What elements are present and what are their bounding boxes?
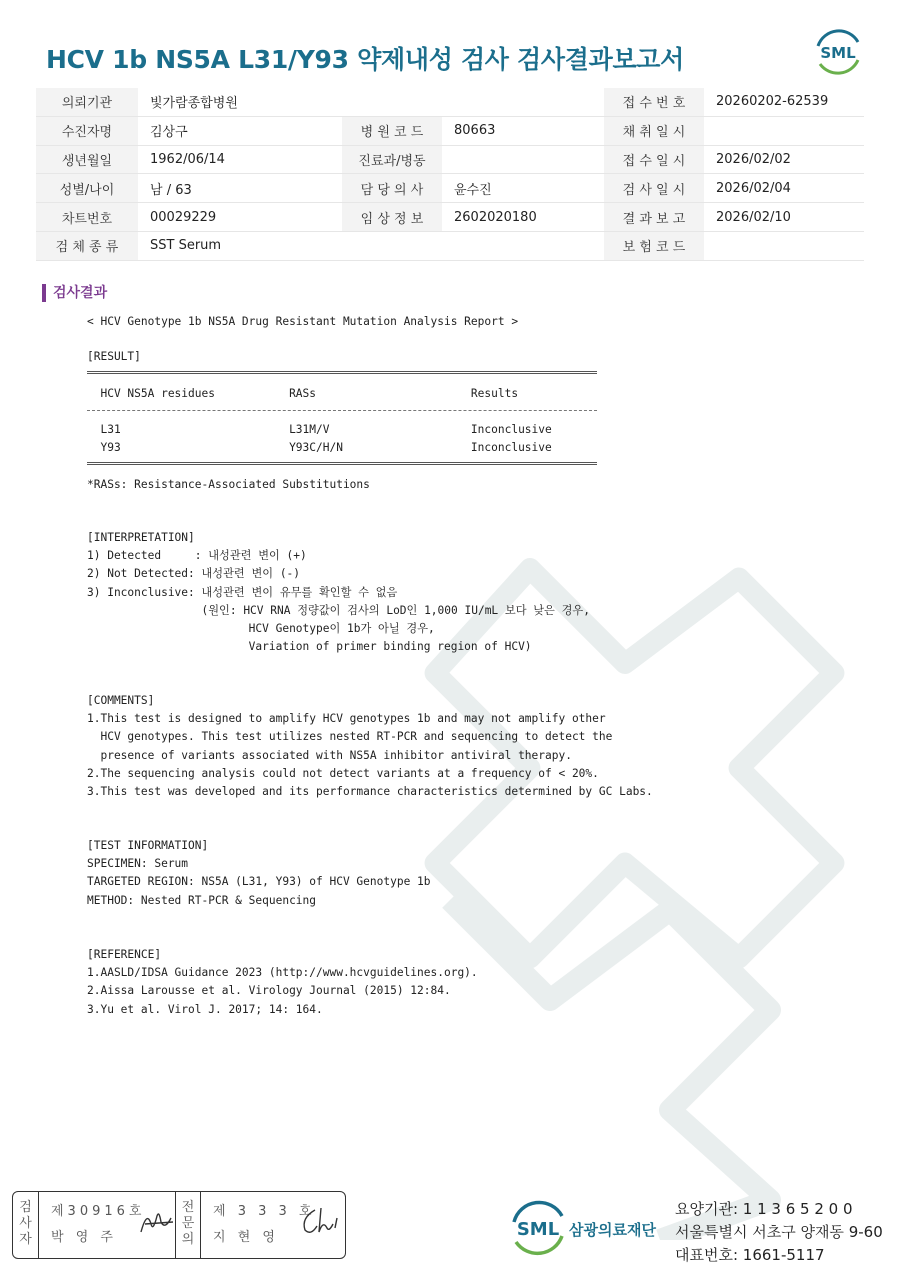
inspector-label: 검사자 bbox=[19, 1200, 32, 1247]
result-row: L31 L31M/V Inconclusive bbox=[87, 423, 552, 436]
interpretation-line: 3) Inconclusive: 내성관련 변이 유무를 확인할 수 없음 bbox=[87, 585, 398, 599]
field-label: 진료과/병동 bbox=[342, 145, 442, 174]
interpretation-line: [INTERPRETATION] bbox=[87, 531, 195, 544]
field-label: 병 원 코 드 bbox=[342, 116, 442, 145]
specialist-signature bbox=[297, 1204, 341, 1238]
reference-line: [REFERENCE] bbox=[87, 948, 162, 961]
test-info-line: SPECIMEN: Serum bbox=[87, 857, 189, 871]
double-rule bbox=[87, 371, 597, 374]
field-value: 20260202-62539 bbox=[704, 88, 864, 116]
field-label: 접 수 일 시 bbox=[604, 145, 704, 174]
field-label bbox=[342, 88, 442, 116]
section-title: 검사결과 bbox=[42, 284, 107, 302]
dashed-rule bbox=[87, 410, 597, 411]
field-value: 빛가람종합병원 bbox=[138, 88, 342, 116]
test-info-line: [TEST INFORMATION] bbox=[87, 839, 209, 852]
comment-line: 1.This test is designed to amplify HCV genotypes 1b and may not amplify other bbox=[87, 712, 606, 726]
reference-line: 3.Yu et al. Virol J. 2017; 14: 164. bbox=[87, 1002, 323, 1016]
field-value: 남 / 63 bbox=[138, 174, 342, 203]
field-value: 2026/02/04 bbox=[704, 174, 864, 203]
field-value: 2602020180 bbox=[442, 203, 604, 232]
info-row bbox=[36, 174, 864, 203]
field-label: 검 사 일 시 bbox=[604, 174, 704, 203]
info-row bbox=[36, 231, 864, 260]
field-label: 담 당 의 사 bbox=[342, 174, 442, 203]
field-label bbox=[342, 231, 442, 260]
interpretation-line: HCV Genotype이 1b가 아닐 경우, bbox=[87, 622, 435, 635]
reference-line: 2.Aissa Larousse et al. Virology Journal (2015) 12:84. bbox=[87, 984, 451, 998]
field-label: 생년월일 bbox=[36, 145, 138, 174]
test-info-line: METHOD: Nested RT-PCR & Sequencing bbox=[87, 893, 317, 907]
footer-sml-logo bbox=[508, 1200, 568, 1256]
signature-label-right bbox=[175, 1192, 201, 1258]
result-tag: [RESULT] bbox=[87, 350, 141, 363]
comment-line: 3.This test was developed and its performance characteristics determined by GC Labs. bbox=[87, 785, 653, 798]
field-label: 결 과 보 고 bbox=[604, 203, 704, 232]
footer-institution-code: 요양기관: 1 1 3 6 5 2 0 0 bbox=[675, 1200, 853, 1218]
field-label: 검 체 종 류 bbox=[36, 231, 138, 260]
specialist-label: 전문의 bbox=[181, 1200, 195, 1247]
result-row: Y93 Y93C/H/N Inconclusive bbox=[87, 441, 552, 454]
inspector-signature bbox=[137, 1204, 177, 1238]
inspector-name: 박 영 주 bbox=[51, 1230, 117, 1245]
patient-info-table bbox=[36, 88, 864, 261]
field-value bbox=[442, 88, 604, 116]
specialist-license: 제 3 3 3 호 bbox=[213, 1204, 316, 1219]
field-value: 00029229 bbox=[138, 203, 342, 232]
logo-text: SML bbox=[820, 44, 856, 62]
inspector-license: 제30916호 bbox=[51, 1204, 146, 1219]
field-label: 의뢰기관 bbox=[36, 88, 138, 116]
field-value: 80663 bbox=[442, 116, 604, 145]
field-value: SST Serum bbox=[138, 231, 342, 260]
field-value: 1962/06/14 bbox=[138, 145, 342, 174]
sml-logo bbox=[812, 28, 864, 76]
report-title: HCV 1b NS5A L31/Y93 약제내성 검사 검사결과보고서 bbox=[46, 45, 684, 74]
field-value bbox=[442, 145, 604, 174]
footer-address: 서울특별시 서초구 양재동 9-60 bbox=[675, 1223, 883, 1241]
interpretation-line: 2) Not Detected: 내성관련 변이 (-) bbox=[87, 567, 301, 581]
double-rule bbox=[87, 462, 597, 465]
field-label: 접 수 번 호 bbox=[604, 88, 704, 116]
info-row bbox=[36, 116, 864, 145]
field-value: 2026/02/10 bbox=[704, 203, 864, 232]
field-value: 김상구 bbox=[138, 116, 342, 145]
field-value: 2026/02/02 bbox=[704, 145, 864, 174]
reference-line: 1.AASLD/IDSA Guidance 2023 (http://www.hcvguidelines.org). bbox=[87, 966, 478, 980]
interpretation-line: (원인: HCV RNA 정량값이 검사의 LoD인 1,000 IU/mL 보다 낮은 경우, bbox=[87, 603, 590, 617]
field-value bbox=[442, 231, 604, 260]
footer-phone: 대표번호: 1661-5117 bbox=[675, 1246, 825, 1264]
org-name: 삼광의료재단 bbox=[569, 1221, 656, 1239]
info-row bbox=[36, 88, 864, 116]
field-label: 차트번호 bbox=[36, 203, 138, 232]
interpretation-line: Variation of primer binding region of HCV) bbox=[87, 640, 532, 654]
result-table-header: HCV NS5A residues RASs Results bbox=[87, 387, 519, 400]
specialist-name: 지 현 영 bbox=[213, 1230, 279, 1245]
comment-line: [COMMENTS] bbox=[87, 694, 155, 707]
comment-line: presence of variants associated with NS5A inhibitor antiviral therapy. bbox=[87, 748, 572, 762]
info-row bbox=[36, 145, 864, 174]
comment-line: 2.The sequencing analysis could not detect variants at a frequency of < 20%. bbox=[87, 766, 599, 780]
field-label: 채 취 일 시 bbox=[604, 116, 704, 145]
field-value bbox=[704, 116, 864, 145]
footer-logo-text: SML bbox=[516, 1219, 560, 1240]
field-label: 성별/나이 bbox=[36, 174, 138, 203]
test-info-line: TARGETED REGION: NS5A (L31, Y93) of HCV Genotype 1b bbox=[87, 875, 431, 889]
interpretation-line: 1) Detected : 내성관련 변이 (+) bbox=[87, 549, 307, 563]
report-heading: < HCV Genotype 1b NS5A Drug Resistant Mutation Analysis Report > bbox=[87, 315, 519, 328]
signature-label-left bbox=[13, 1192, 39, 1258]
footnote: *RASs: Resistance-Associated Substitutions bbox=[87, 478, 370, 491]
signature-box bbox=[12, 1191, 346, 1259]
field-value: 윤수진 bbox=[442, 174, 604, 203]
field-value bbox=[704, 231, 864, 260]
field-label: 임 상 정 보 bbox=[342, 203, 442, 232]
field-label: 보 험 코 드 bbox=[604, 231, 704, 260]
field-label: 수진자명 bbox=[36, 116, 138, 145]
comment-line: HCV genotypes. This test utilizes nested RT-PCR and sequencing to detect the bbox=[87, 730, 613, 744]
info-row bbox=[36, 203, 864, 232]
